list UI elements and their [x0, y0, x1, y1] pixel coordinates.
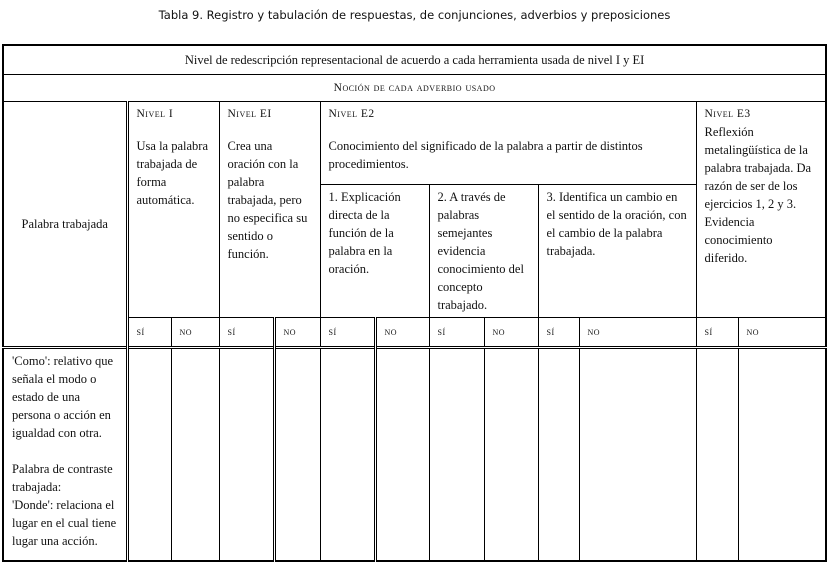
- no-label: no: [579, 318, 696, 348]
- word-1: 'Como': relativo que señala el modo o estado de una persona o acción en igualdad con otra.: [12, 354, 114, 440]
- answer-cell[interactable]: [219, 348, 274, 562]
- answer-cell[interactable]: [171, 348, 219, 562]
- no-label: no: [171, 318, 219, 348]
- no-label: no: [274, 318, 320, 348]
- table-title: Nivel de redescripción representacional de acuerdo a cada herramienta usada de nivel I y EI: [3, 45, 826, 75]
- level-e2-header: [320, 102, 696, 185]
- answer-cell[interactable]: [484, 348, 538, 562]
- level-desc: Conocimiento del significado de la palabra a partir de distintos procedimientos.: [328, 139, 643, 171]
- no-label: no: [484, 318, 538, 348]
- table-subtitle: Noción de cada adverbio usado: [3, 75, 826, 102]
- e2-sub-2: 2. A través de palabras semejantes evidencia conocimiento del concepto trabajado.: [429, 185, 538, 318]
- answer-cell[interactable]: [696, 348, 738, 562]
- yes-label: sí: [320, 318, 375, 348]
- e2-sub-3: 3. Identifica un cambio en el sentido de la oración, con el cambio de la palabra trabajada.: [538, 185, 696, 318]
- word-2: 'Donde': relaciona el lugar en el cual tiene lugar una acción.: [12, 498, 117, 548]
- answer-cell[interactable]: [429, 348, 484, 562]
- answer-cell[interactable]: [127, 348, 171, 562]
- level-desc: Crea una oración con la palabra trabajada, pero no especifica su sentido o función.: [227, 139, 308, 261]
- yes-label: sí: [696, 318, 738, 348]
- no-label: no: [738, 318, 826, 348]
- word-cell: [3, 348, 127, 562]
- yes-label: sí: [127, 318, 171, 348]
- contrast-label: Palabra de contraste trabajada:: [12, 462, 113, 494]
- e2-sub-1: 1. Explicación directa de la función de la palabra en la oración.: [320, 185, 429, 318]
- level-ei-header: [219, 102, 320, 318]
- answer-cell[interactable]: [320, 348, 375, 562]
- level-e3-header: [696, 102, 826, 318]
- answer-cell[interactable]: [579, 348, 696, 562]
- level-label: Nivel I: [136, 108, 174, 120]
- row-header: Palabra trabajada: [3, 102, 127, 348]
- level-label: Nivel EI: [227, 108, 272, 120]
- answer-cell[interactable]: [738, 348, 826, 562]
- table-caption: Tabla 9. Registro y tabulación de respuestas, de conjunciones, adverbios y preposiciones: [158, 8, 671, 22]
- level-desc: Usa la palabra trabajada de forma automática.: [136, 139, 208, 207]
- no-label: no: [375, 318, 429, 348]
- level-1-header: [127, 102, 219, 318]
- level-label: Nivel E2: [328, 108, 375, 120]
- answer-cell[interactable]: [538, 348, 579, 562]
- level-desc: Reflexión metalingüística de la palabra trabajada. Da razón de ser de los ejercicios 1, 2 y 3. Evidencia conocimiento diferido.: [704, 125, 812, 265]
- yes-label: sí: [219, 318, 274, 348]
- yes-label: sí: [429, 318, 484, 348]
- yes-label: sí: [538, 318, 579, 348]
- registry-table: [2, 44, 827, 562]
- answer-cell[interactable]: [375, 348, 429, 562]
- answer-cell[interactable]: [274, 348, 320, 562]
- level-label: Nivel E3: [704, 108, 751, 120]
